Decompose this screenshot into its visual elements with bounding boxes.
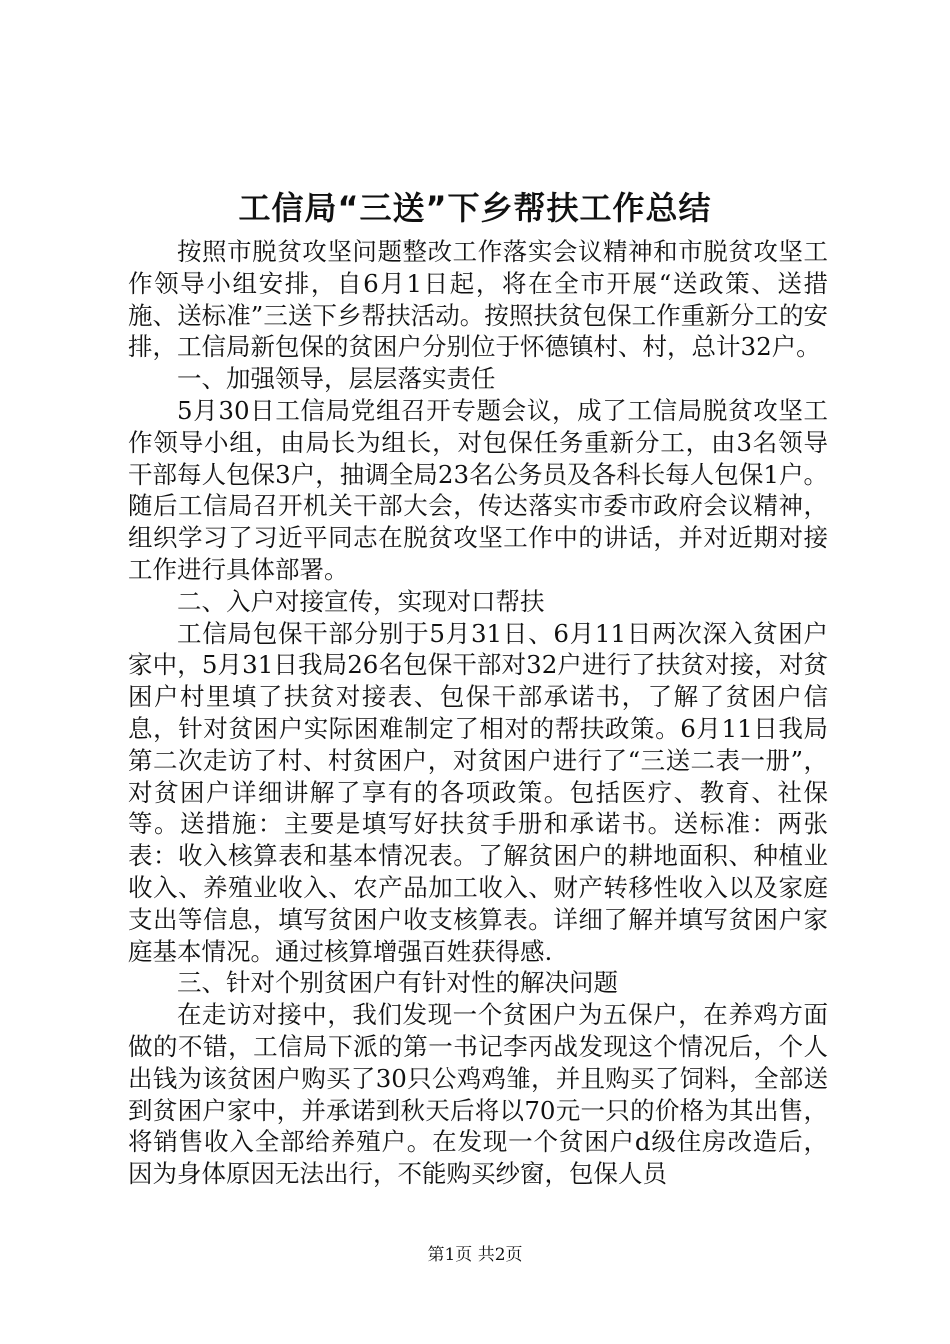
paragraph-section-1: 5月30日工信局党组召开专题会议，成了工信局脱贫攻坚工作领导小组，由局长为组长，对包保任务重新分工，由3名领导干部每人包保3户，抽调全局23名公务员及各科长每人包保1户。随后工信局召开机关干部大会，传达落实市委市政府会议精神，组织学习了习近平同志在脱贫攻坚工作中的讲话，并对近期对接工作进行具体部署。 xyxy=(128,395,828,584)
document-body xyxy=(128,236,828,1190)
paragraph-section-2: 工信局包保干部分别于5月31日、6月11日两次深入贫困户家中，5月31日我局26名包保干部对32户进行了扶贫对接，对贫困户村里填了扶贫对接表、包保干部承诺书，了解了贫困户信息，针对贫困户实际困难制定了相对的帮扶政策。6月11日我局第二次走访了村、村贫困户，对贫困户进行了“三送二表一册”，对贫困户详细讲解了享有的各项政策。包括医疗、教育、社保等。送措施：主要是填写好扶贫手册和承诺书。送标准：两张表：收入核算表和基本情况表。了解贫困户的耕地面积、种植业收入、养殖业收入、农产品加工收入、财产转移性收入以及家庭支出等信息，填写贫困户收支核算表。详细了解并填写贫困户家庭基本情况。通过核算增强百姓获得感. xyxy=(128,618,828,966)
document-title: 工信局“三送”下乡帮扶工作总结 xyxy=(238,189,712,227)
paragraph-intro: 按照市脱贫攻坚问题整改工作落实会议精神和市脱贫攻坚工作领导小组安排，自6月1日起，将在全市开展“送政策、送措施、送标准”三送下乡帮扶活动。按照扶贫包保工作重新分工的安排，工信局新包保的贫困户分别位于怀德镇村、村，总计32户。 xyxy=(128,237,828,362)
section-heading-2: 二、入户对接宣传，实现对口帮扶 xyxy=(177,586,545,616)
section-heading-1: 一、加强领导，层层落实责任 xyxy=(177,364,496,394)
page-number-footer: 第1页 共2页 xyxy=(427,1245,523,1265)
section-heading-3: 三、针对个别贫困户有针对性的解决问题 xyxy=(177,968,618,998)
paragraph-section-3: 在走访对接中，我们发现一个贫困户为五保户，在养鸡方面做的不错，工信局下派的第一书记李丙战发现这个情况后，个人出钱为该贫困户购买了30只公鸡鸡雏，并且购买了饲料，全部送到贫困户家中，并承诺到秋天后将以70元一只的价格为其出售，将销售收入全部给养殖户。在发现一个贫困户d级住房改造后，因为身体原因无法出行，不能购买纱窗，包保人员 xyxy=(128,1000,828,1189)
